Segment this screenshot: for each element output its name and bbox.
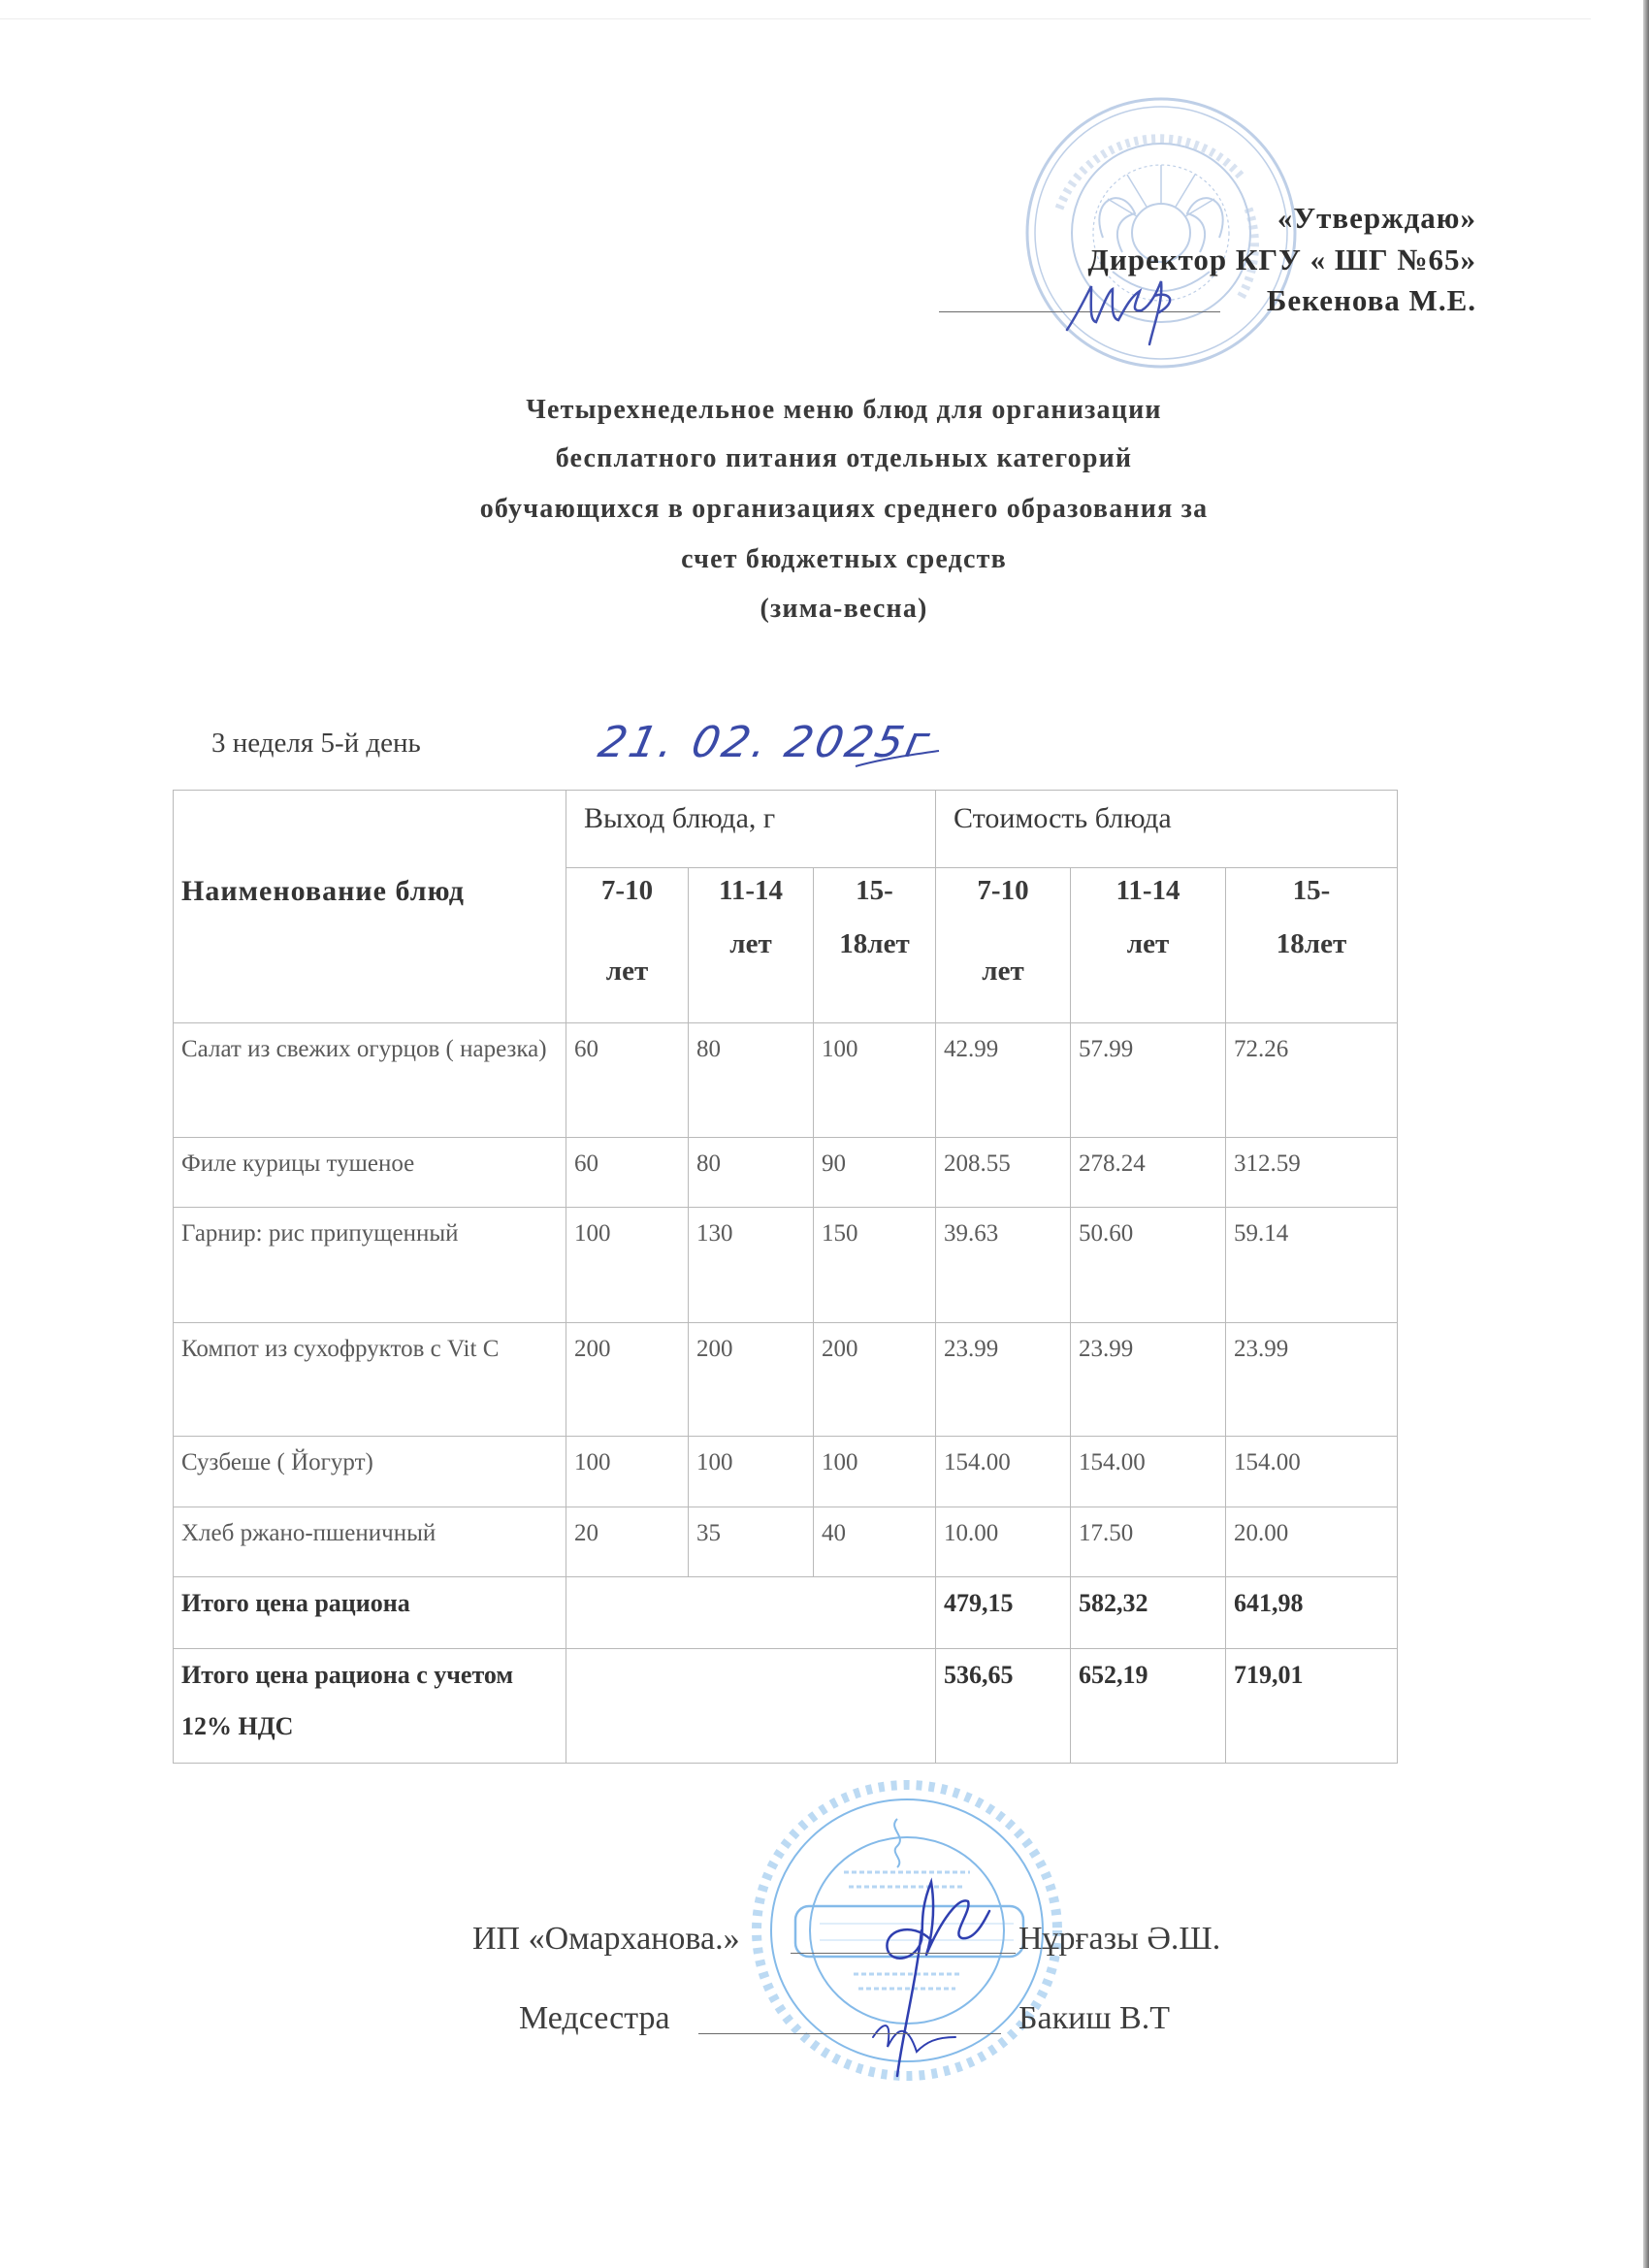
handwritten-date: 21. 02. 2025г bbox=[594, 718, 937, 767]
cost-value: 208.55 bbox=[936, 1138, 1071, 1208]
nurse-name: Бакиш В.Т bbox=[1018, 2000, 1170, 2036]
yield-value: 35 bbox=[689, 1507, 814, 1577]
cost-value: 23.99 bbox=[1071, 1323, 1226, 1437]
approval-heading: «Утверждаю» bbox=[1277, 201, 1476, 235]
approval-position: Директор КГУ « ШГ №65» bbox=[1087, 243, 1476, 276]
yield-value: 40 bbox=[814, 1507, 936, 1577]
director-signature bbox=[1062, 262, 1198, 349]
cost-header: Стоимость блюда bbox=[936, 791, 1398, 868]
title-line-5: (зима-весна) bbox=[760, 594, 928, 624]
table-row bbox=[174, 1323, 1398, 1437]
yield-value: 80 bbox=[689, 1138, 814, 1208]
cost-value: 23.99 bbox=[1226, 1323, 1398, 1437]
age-top: 15- bbox=[1292, 875, 1331, 906]
approval-name: Бекенова М.Е. bbox=[1266, 283, 1476, 317]
dish-name: Сузбеше ( Йогурт) bbox=[174, 1437, 566, 1507]
dish-name: Хлеб ржано-пшеничный bbox=[174, 1507, 566, 1577]
age-bottom: лет bbox=[982, 956, 1024, 987]
supplier-name: Нұрғазы Ә.Ш. bbox=[1018, 1921, 1221, 1957]
total-vat-empty-cell bbox=[566, 1649, 936, 1764]
yield-value: 200 bbox=[689, 1323, 814, 1437]
week-day-label: 3 неделя 5-й день bbox=[211, 728, 421, 759]
nurse-label: Медсестра bbox=[519, 2000, 670, 2036]
total-vat-label: Итого цена рациона с учетом 12% НДС bbox=[174, 1649, 566, 1764]
cost-value: 20.00 bbox=[1226, 1507, 1398, 1577]
title-line-2: бесплатного питания отдельных категорий bbox=[555, 443, 1133, 473]
scan-edge-shadow bbox=[1643, 0, 1649, 2268]
table-row bbox=[174, 1507, 1398, 1577]
cost-age-7-10 bbox=[936, 868, 1071, 1023]
total-row bbox=[174, 1577, 1398, 1649]
age-bottom: 18лет bbox=[839, 928, 910, 959]
age-top: 15- bbox=[856, 875, 893, 906]
dish-name-header bbox=[174, 791, 566, 1023]
yield-age-15-18 bbox=[814, 868, 936, 1023]
age-bottom: лет bbox=[1126, 928, 1170, 959]
cost-value: 154.00 bbox=[936, 1437, 1071, 1507]
dish-name-header-text: Наименование блюд bbox=[181, 875, 465, 907]
yield-value: 90 bbox=[814, 1138, 936, 1208]
title-line-1: Четырехнедельное меню блюд для организации bbox=[526, 395, 1162, 425]
age-top: 11-14 bbox=[1116, 875, 1180, 906]
dish-name: Компот из сухофруктов с Vit C bbox=[174, 1323, 566, 1437]
yield-value: 100 bbox=[814, 1023, 936, 1138]
yield-value: 80 bbox=[689, 1023, 814, 1138]
nurse-signature-line bbox=[698, 2033, 1001, 2034]
supplier-signature-line bbox=[791, 1953, 1016, 1954]
yield-value: 100 bbox=[689, 1437, 814, 1507]
yield-value: 100 bbox=[814, 1437, 936, 1507]
total-cost: 641,98 bbox=[1226, 1577, 1398, 1649]
table-row bbox=[174, 1208, 1398, 1323]
dish-name: Салат из свежих огурцов ( нарезка) bbox=[174, 1023, 566, 1138]
cost-value: 17.50 bbox=[1071, 1507, 1226, 1577]
supplier-signature bbox=[844, 1843, 1009, 2086]
yield-age-7-10 bbox=[566, 868, 689, 1023]
dish-name: Филе курицы тушеное bbox=[174, 1138, 566, 1208]
cost-value: 59.14 bbox=[1226, 1208, 1398, 1323]
cost-age-11-14 bbox=[1071, 868, 1226, 1023]
yield-value: 60 bbox=[566, 1138, 689, 1208]
age-top: 7-10 bbox=[977, 875, 1029, 906]
yield-age-11-14 bbox=[689, 868, 814, 1023]
age-bottom: лет bbox=[729, 928, 772, 959]
cost-value: 42.99 bbox=[936, 1023, 1071, 1138]
supplier-label: ИП «Омарханова.» bbox=[472, 1921, 740, 1957]
yield-value: 20 bbox=[566, 1507, 689, 1577]
menu-table bbox=[173, 790, 1398, 1764]
total-label: Итого цена рациона bbox=[174, 1577, 566, 1649]
cost-value: 57.99 bbox=[1071, 1023, 1226, 1138]
cost-value: 50.60 bbox=[1071, 1208, 1226, 1323]
yield-value: 100 bbox=[566, 1208, 689, 1323]
title-line-3: обучающихся в организациях среднего образования за bbox=[479, 494, 1209, 524]
age-top: 7-10 bbox=[600, 875, 654, 906]
cost-value: 23.99 bbox=[936, 1323, 1071, 1437]
total-cost: 479,15 bbox=[936, 1577, 1071, 1649]
yield-value: 60 bbox=[566, 1023, 689, 1138]
total-empty-cell bbox=[566, 1577, 936, 1649]
dish-name: Гарнир: рис припущенный bbox=[174, 1208, 566, 1323]
yield-value: 130 bbox=[689, 1208, 814, 1323]
cost-value: 154.00 bbox=[1226, 1437, 1398, 1507]
yield-value: 200 bbox=[814, 1323, 936, 1437]
title-line-4: счет бюджетных средств bbox=[681, 544, 1007, 574]
yield-value: 100 bbox=[566, 1437, 689, 1507]
cost-value: 10.00 bbox=[936, 1507, 1071, 1577]
cost-value: 278.24 bbox=[1071, 1138, 1226, 1208]
cost-value: 154.00 bbox=[1071, 1437, 1226, 1507]
cost-value: 312.59 bbox=[1226, 1138, 1398, 1208]
yield-value: 200 bbox=[566, 1323, 689, 1437]
yield-value: 150 bbox=[814, 1208, 936, 1323]
age-bottom: 18лет bbox=[1276, 928, 1347, 959]
table-row bbox=[174, 1023, 1398, 1138]
yield-header: Выход блюда, г bbox=[566, 791, 936, 868]
scan-artifact-line bbox=[0, 18, 1591, 19]
total-vat-cost: 719,01 bbox=[1226, 1649, 1398, 1764]
total-vat-cost: 652,19 bbox=[1071, 1649, 1226, 1764]
date-underline-stroke bbox=[854, 747, 941, 776]
total-cost: 582,32 bbox=[1071, 1577, 1226, 1649]
cost-value: 39.63 bbox=[936, 1208, 1071, 1323]
table-row bbox=[174, 1138, 1398, 1208]
age-bottom: лет bbox=[605, 956, 649, 987]
cost-age-15-18 bbox=[1226, 868, 1398, 1023]
age-top: 11-14 bbox=[718, 875, 784, 906]
total-vat-row bbox=[174, 1649, 1398, 1764]
table-row bbox=[174, 1437, 1398, 1507]
cost-value: 72.26 bbox=[1226, 1023, 1398, 1138]
total-vat-cost: 536,65 bbox=[936, 1649, 1071, 1764]
